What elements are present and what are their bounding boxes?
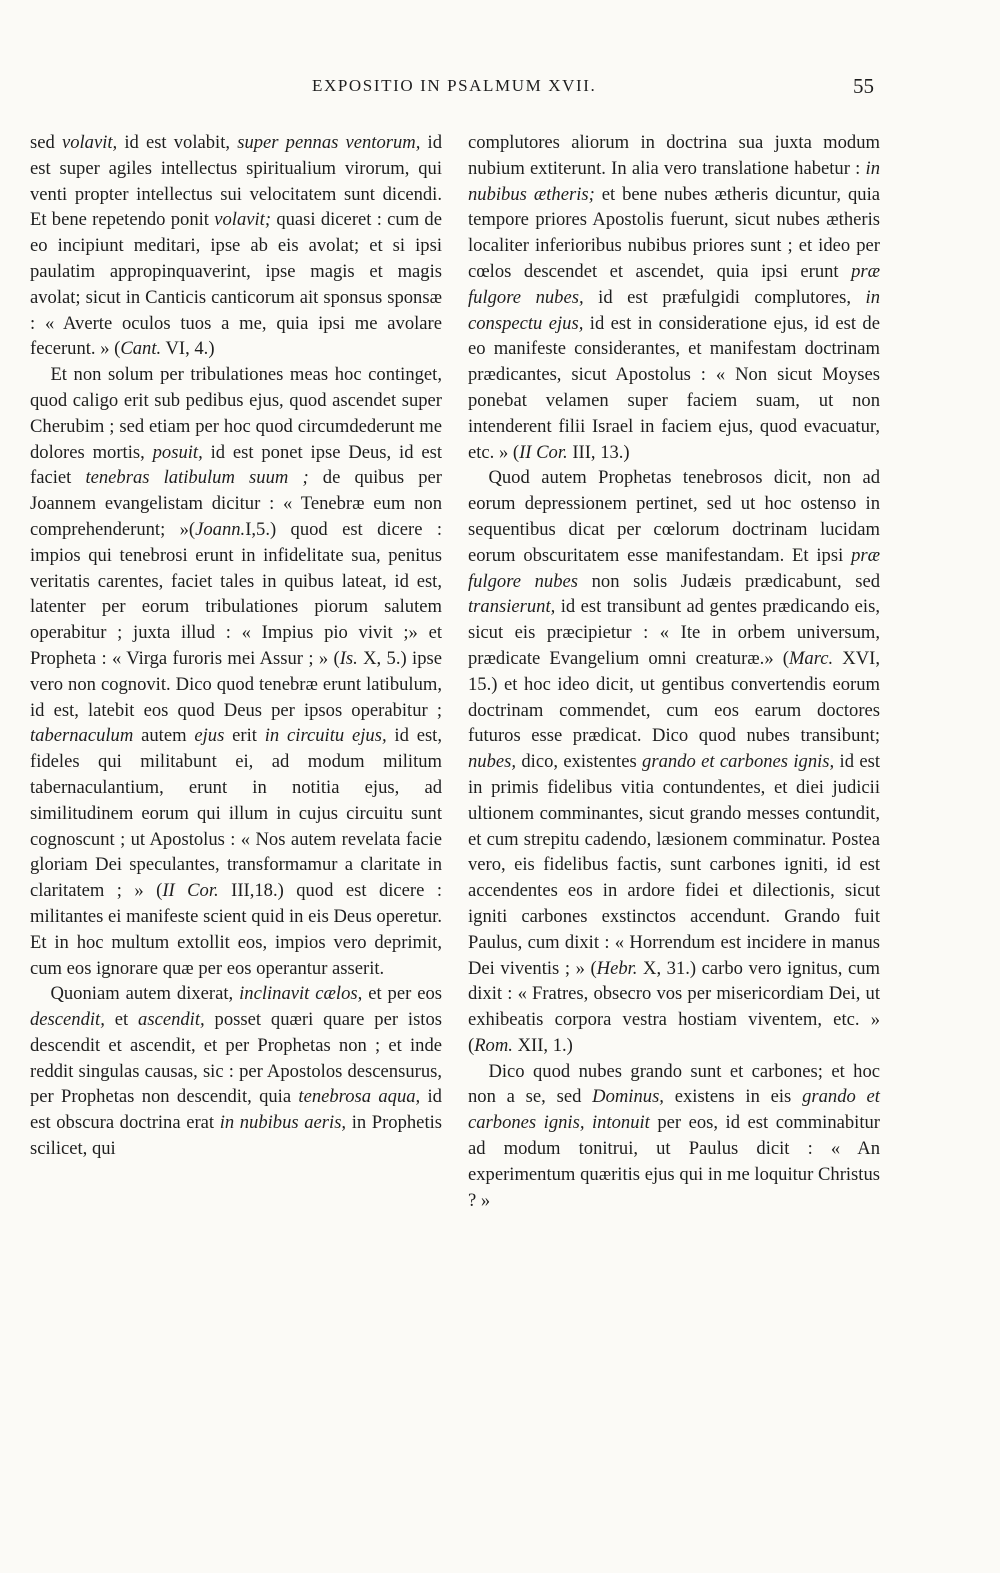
text-run: sed [30,132,62,153]
text-run: Dico quod nubes grando sunt et carbones; et hoc non a se, sed [468,1060,880,1108]
italic-run: volavit; [214,209,272,231]
paragraph [30,981,442,1162]
text-run: quasi diceret : cum de eo incipiunt meditari, ipse ab eis avolat; et si ipsi paulatim appropinquaverint, ipse magis et magis avolat; sicut in Canticis canticorum ait sponsus sponsæ : « Averte oculos tuos a me, quia ipsi me avolare fecerunt. » ( [30,209,442,360]
text-run: et per eos [362,983,442,1005]
text-run: id est transibunt ad gentes prædicando eis, sicut eis præcipietur : « Ite in orbem universum, prædicate Evangelium omni creaturæ.» ( [468,596,880,669]
text-run: et [104,1009,139,1031]
italic-run: grando et carbones ignis, [468,1086,880,1134]
paragraph [30,130,442,362]
italic-run: tenebrosa aqua, [298,1086,421,1108]
italic-run: descendit, [30,1009,105,1031]
italic-run: Is. [339,647,358,669]
italic-run: ascendit, [138,1009,205,1031]
text-run: posset quæri quare per istos descendit et ascendit, et per Prophetas non ; et inde reddit singulas causas, sic : per Apostolos descensurus, per Prophetas non descendit, quia [30,1009,443,1108]
text-run: de quibus per Joannem evangelistam dicitur : « Tenebræ eum non comprehenderunt; »( [30,467,442,540]
left-column [30,130,442,1162]
italic-run: in nubibus ætheris; [468,157,880,205]
right-column [468,130,880,1213]
italic-run: Rom. [474,1034,513,1056]
italic-run: inclinavit cælos, [239,983,363,1005]
italic-run: posuit, [152,441,203,463]
text-run: Et non solum per tribulationes meas hoc continget, quod caligo erit sub pedibus ejus, quod ascendet super Cherubim ; sed etiam per hoc quod circumdederunt me dolores mortis, [30,364,442,463]
italic-run: intonuit [592,1112,650,1134]
text-run: dico, existentes [516,751,643,773]
text-run: Quoniam autem dixerat, [50,983,240,1005]
paragraph [468,1059,880,1214]
text-run: I,5.) quod est dicere : impios qui tenebrosi erunt in infidelitate sua, penitus veritatis carentes, faciet tales in quibus lateat, id est, latenter per eorum tribulationes piorum salutem operabitur ; juxta illud : « Impius pio vivit ;» et Propheta : « Virga furoris mei Assur ; » ( [30,518,442,669]
italic-run: grando et carbones ignis, [642,751,835,773]
italic-run: Hebr. [596,957,638,979]
italic-run: tenebras latibulum suum ; [85,467,309,489]
page-number: 55 [853,74,874,98]
italic-run: ejus [194,725,225,747]
text-run: per eos, id est comminabitur ad modum tonitrui, ut Paulus dicit : « An experimentum quæritis ejus qui in me loquitur Christus ? » [468,1112,880,1211]
italic-run: Cant. [120,338,162,360]
italic-run: nubes, [468,751,517,773]
italic-run: in circuitu ejus, [264,725,387,747]
text-run: id est, fideles qui militabunt ei, ad modum militum tabernaculantium, erunt in notitia ejus, ad similitudinem eorum qui illum in cujus circuitu sunt cognoscunt ; ut Apostolus : « Nos autem revelata facie gloriam Dei speculantes, transformamur a claritate in claritatem ; » ( [30,725,442,902]
text-run: XVI, 15.) et hoc ideo dicit, ut gentibus convertendis eorum doctrinam commendet, cum eos earum doctores futuros esse prædicat. Dico quod nubes transibunt; [468,647,880,747]
italic-run: volavit, [61,132,118,153]
italic-run: in nubibus aeris, [219,1112,347,1134]
italic-run: transierunt, [468,596,556,618]
paragraph [468,465,880,1058]
paragraph [30,362,442,981]
text-run: erit [224,725,265,747]
text-run: X, 5.) ipse vero non cognovit. Dico quod tenebræ erunt latibulum, id est, latebit eos quod Deus per ipsos operabitur ; [30,647,442,721]
text-run: Quod autem Prophetas tenebrosos dicit, non ad eorum depressionem pertinet, sed ut hoc ostenso in sequentibus dicat per cœlorum doctrinam lucidam eorum obscuritatem esse manifestandam. Et ipsi [468,467,880,566]
italic-run: Dominus, [592,1086,664,1108]
text-run: X, 31.) carbo vero ignitus, cum dixit : « Fratres, obsecro vos per misericordiam Dei, ut exhibeatis corpora vestra hostiam viventem, etc. » ( [468,957,880,1056]
text-run: VI, 4.) [161,338,215,360]
text-run: autem [133,725,195,747]
text-run: III,18.) quod est dicere : militantes ei manifeste scient quid in eis Deus operetur. Et in hoc multum extollit eos, impios vero deprimit, cum eos ignorare quæ per eos operantur asserit. [30,880,442,979]
text-run: III, 13.) [567,441,630,463]
text-run: id est in primis fidelibus vitia contundentes, et diei judicii ultionem comminantes, sicut grando messes contundit, et cum strepitu cadendo, læsionem comminatur. Postea vero, eis fidelibus factis, sunt carbones igniti, id est accendentes eos in ardore fidei et dilectionis, sicut igniti carbones exstinctos accendunt. Grando fuit Paulus, cum dixit : « Horrendum est incidere in manus Dei viventis ; » ( [468,751,880,979]
text-run: existens in eis [663,1086,803,1108]
text-run: et bene nubes ætheris dicuntur, quia tempore priores Apostolis fuerunt, sicut nubes ætheris localiter inferioribus nubibus priores sunt ; et ideo per cœlos descendet et ascendet, quia ipsi erunt [468,183,880,282]
text-run: id est in consideratione ejus, id est de eo manifeste considerantes, et manifestam doctrinam prædicantes, sicut Apostolus : « Non sicut Moyses ponebat velamen super faciem suam, ut non intenderent filii Israel in faciem ejus, quod evacuatur, etc. » ( [468,312,880,463]
italic-run: præ fulgore nubes [468,544,880,592]
text-run: id est præfulgidi complutores, [583,286,866,308]
italic-run: II Cor. [519,441,568,463]
text-run: non solis Judæis prædicabunt, sed [578,570,880,592]
running-head: EXPOSITIO IN PSALMUM XVII. [312,76,597,95]
italic-run: in conspectu ejus, [468,286,880,334]
text-run: in Prophetis scilicet, qui [30,1112,443,1160]
italic-run: tabernaculum [30,725,134,747]
text-run: id est super agiles intellectus spiritualium virorum, qui venti propter intellectus sui velocitatem sunt dicendi. Et bene repetendo ponit [30,132,442,231]
italic-run: præ fulgore nubes, [468,260,880,308]
italic-run: Joann. [195,518,246,540]
text-run: id est volabit, [117,132,238,153]
text-run [584,1112,592,1133]
text-run: complutores aliorum in doctrina sua juxta modum nubium extiterunt. In alia vero translatione habetur : [468,132,880,179]
italic-run: II Cor. [162,880,219,902]
paragraph [468,130,880,465]
text-run: id est obscura doctrina erat [30,1086,442,1134]
italic-run: super pennas ventorum, [237,132,421,153]
text-run: id est ponet ipse Deus, id est faciet [30,441,443,489]
italic-run: Marc. [788,647,834,669]
text-run: XII, 1.) [512,1034,573,1056]
